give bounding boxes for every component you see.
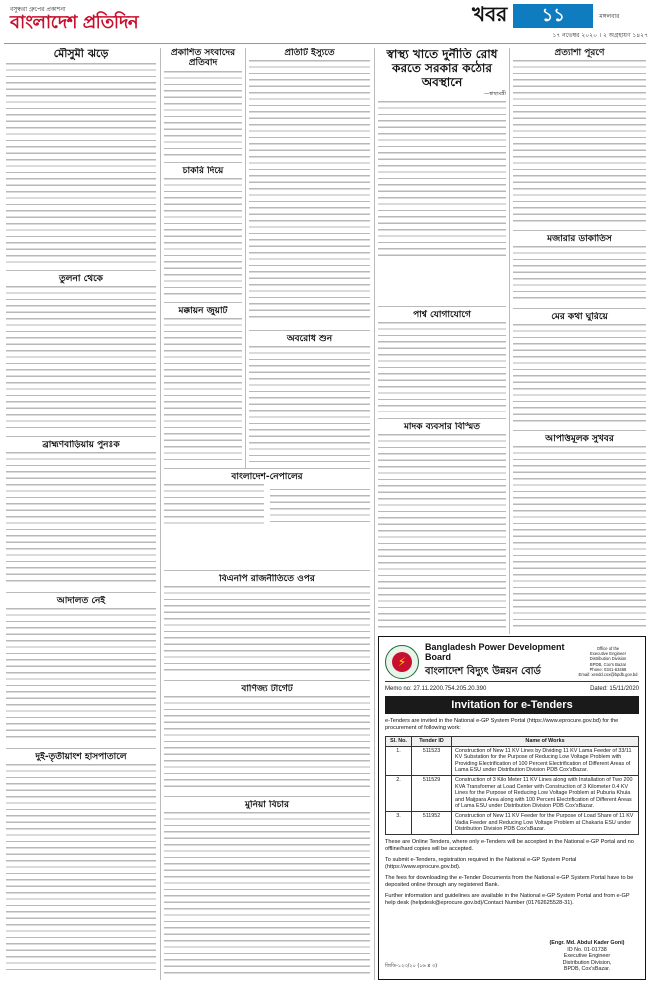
article-e4 [513, 434, 646, 632]
section-name: খবর [472, 1, 508, 26]
article-divider [164, 796, 370, 797]
cell-tender-id: 511523 [412, 746, 452, 775]
signature-block [537, 940, 637, 973]
signer-line: Executive Engineer [563, 953, 611, 960]
table-header-row [386, 737, 639, 747]
office-line: Office of the [596, 645, 620, 651]
brand-name: বাংলাদেশ প্রতিদিন [10, 12, 139, 33]
office-line: Email: xendd.cox@bpdb.gov.bd [578, 671, 638, 677]
headline: মের কথা ঘুরিয়ে [551, 312, 608, 322]
article-divider [6, 748, 156, 749]
lightning-icon: ⚡ [392, 652, 412, 672]
article-divider [164, 570, 370, 571]
office-line: BPDB, Cox's Bazar [589, 661, 627, 667]
article-a4 [6, 596, 156, 746]
headline: মাদক ব্যবসার বিস্মিত [403, 422, 481, 432]
headline: বাণিজ্য টার্গেট [241, 684, 293, 694]
cell-tender-id: 511529 [412, 775, 452, 811]
masthead-rule [4, 43, 646, 44]
signer-line: ID No. 01-01738 [567, 946, 607, 953]
article-divider [249, 330, 370, 331]
tender-note: Further information and guidelines are available in the National e-GP System Portal and from e-GP help desk (helpdesk@eprocure.gov.bd)/Contact Number (01762625528-31). [385, 892, 630, 906]
article-divider [164, 302, 242, 303]
table-row [386, 775, 639, 811]
tender-note: To submit e-Tenders, registration required in the National e-GP System Portal (https://www.eprocure.gov.bd). [385, 856, 577, 870]
article-divider [6, 592, 156, 593]
article-body [6, 764, 156, 974]
headline: প্রতিটি ইস্যুতে [284, 48, 335, 58]
memo-date: Dated: 15/11/2020 [590, 686, 639, 692]
signer-name: (Engr. Md. Abdul Kader Goni) [549, 940, 625, 947]
article-a3 [6, 440, 156, 590]
article-d1 [378, 48, 506, 268]
tender-advertisement [378, 636, 646, 980]
article-e3 [513, 312, 646, 428]
tender-table [385, 736, 639, 835]
tender-intro: e-Tenders are invited in the National e-GP System Portal (https://www.eprocure.gov.bd) for the procurement of following work: [385, 718, 619, 731]
memo-number: Memo no: 27.11.2200.754.205.20.390 [385, 686, 487, 692]
article-body [164, 71, 242, 157]
cell-sl: 3. [386, 811, 412, 834]
article-divider [164, 162, 242, 163]
dateline: ১৭ নভেম্বর ২০২০ । ২ অগ্রহায়ণ ১৪২৭ [552, 32, 648, 39]
memo-line [385, 686, 639, 692]
article-divider [513, 308, 646, 309]
office-address [577, 646, 639, 677]
brand-tagline: বসুন্ধরা গ্রুপের প্রকাশনা [10, 6, 66, 13]
signer-line: Distribution Division, [562, 959, 612, 966]
masthead [4, 2, 646, 42]
headline: মজারার ডাকাতিস [547, 234, 612, 244]
tender-banner: Invitation for e-Tenders [385, 696, 639, 714]
article-e2 [513, 234, 646, 306]
headline: দুই-তৃতীয়াংশ হাসপাতালে [35, 752, 127, 762]
office-line: Executive Engineer [589, 651, 627, 657]
article-b6 [164, 800, 370, 980]
article-body [513, 246, 646, 302]
article-divider [378, 306, 506, 307]
headline: মুনিয়া বিচার [245, 800, 289, 810]
article-c3 [164, 684, 370, 794]
article-body [6, 63, 156, 263]
article-divider [164, 468, 370, 469]
headline: পার্শ্ব যোগাযোগে [413, 310, 471, 320]
article-divider [164, 680, 370, 681]
cell-sl: 1. [386, 746, 412, 775]
headline: তুলনা থেকে [59, 274, 103, 284]
article-b2 [164, 166, 242, 300]
cell-sl: 2. [386, 775, 412, 811]
article-body [513, 324, 646, 424]
article-a1 [6, 48, 156, 268]
page-number: ১১ [513, 4, 593, 28]
headline: ব্রাহ্মণবাড়িয়ায় পুনঃক [42, 440, 120, 450]
column-divider [160, 48, 161, 980]
column-divider [509, 48, 510, 634]
article-e1 [513, 48, 646, 228]
article-body [164, 178, 242, 296]
headline: বিএনপি রাজনীতিতে ওপর [219, 574, 315, 584]
column-divider [374, 48, 375, 980]
article-b1 [164, 48, 242, 160]
office-line: Phone: 0341-63468 [589, 666, 627, 672]
article-divider [513, 430, 646, 431]
article-body [249, 60, 370, 322]
headline: আপত্তিমূলক সুখবর [545, 434, 614, 444]
article-divider [378, 418, 506, 419]
bpdb-logo-icon [385, 645, 419, 679]
org-name-bangla: বাংলাদেশ বিদ্যুৎ উন্নয়ন বোর্ড [425, 666, 541, 677]
cell-tender-id: 511952 [412, 811, 452, 834]
office-line: Distribution Division [589, 656, 627, 662]
article-body [249, 346, 370, 462]
article-b4 [164, 472, 370, 568]
article-c1 [249, 48, 370, 328]
article-c2 [249, 334, 370, 466]
article-body [513, 446, 646, 628]
article-body [6, 608, 156, 740]
article-body [164, 696, 370, 790]
article-body [378, 434, 506, 628]
tender-note: These are Online Tenders, where only e-Tenders will be accepted in the National e-GP Portal and no offline/hard copies will be accepted. [385, 838, 634, 852]
tender-note: The fees for downloading the e-Tender Documents from the National e-GP System Portal have to be deposited online through any registered Bank. [385, 874, 634, 888]
section-block [472, 1, 648, 28]
article-body [164, 318, 242, 462]
headline: চাকরি দিয়ে [182, 166, 224, 176]
headline: প্রত্যাশা পূরণে [554, 48, 605, 58]
headline: মক্কায়ন জুয়ার্ট [178, 306, 228, 316]
byline: —স্বাস্থ্যমন্ত্রী [484, 91, 506, 98]
article-divider [6, 436, 156, 437]
tender-header [385, 642, 639, 682]
org-name-english: Bangladesh Power Development Board [425, 642, 565, 662]
weekday: মঙ্গলবার [599, 12, 620, 20]
table-row [386, 811, 639, 834]
column-header: Name of Works [452, 737, 639, 747]
headline: মৌসুমী ঝড়ে [53, 48, 109, 60]
article-a2 [6, 274, 156, 434]
newspaper-logo [10, 8, 138, 39]
article-body [378, 322, 506, 412]
table-row [386, 746, 639, 775]
headline: অবরোধ শুন [286, 334, 333, 344]
headline: স্বাস্থ্য খাতে দুর্নীতি রোধ করতে সরকার কঠোর অবস্থানে [386, 48, 498, 89]
tender-org-titles [419, 642, 577, 681]
article-d3 [378, 422, 506, 632]
headline: আদালত নেই [56, 596, 106, 606]
article-d2 [378, 310, 506, 416]
article-divider [6, 270, 156, 271]
article-body [513, 60, 646, 224]
article-a5 [6, 752, 156, 980]
article-divider [513, 230, 646, 231]
article-b3 [164, 306, 242, 466]
article-body [164, 586, 370, 674]
column-header: Sl. No. [386, 737, 412, 747]
article-body [6, 286, 156, 428]
cell-work-name: Construction of 3 Kilo Meter 11 KV Lines along with Installation of Two 200 KVA Transformer at Load Center with Construction of 3 Kilometer 0.4 KV Lines for the Purpose of Reducing Low Voltage Problem at Puburia Khuia and Maijpara Area along with 100 Percent Electrification of Different Areas of Lama ESU under Distribution Division PDB Cox'sBazar. [452, 775, 639, 811]
column-header: Tender ID [412, 737, 452, 747]
article-body [378, 101, 506, 261]
headline: প্রকাশিত সংবাদের প্রতিবাদ [170, 48, 236, 69]
article-b5 [164, 574, 370, 678]
article-body [6, 452, 156, 584]
headline: বাংলাদেশ-নেপালের [231, 472, 303, 482]
signer-line: BPDB, Cox'sBazar. [563, 966, 611, 973]
cell-work-name: Construction of New 11 KV Feeder for the Purpose of Load Share of 11 KV Vadia Feeder and Reducing Low Voltage Problem at Chakaria ESU under Distribution Division PDB Cox'sBazar. [452, 811, 639, 834]
column-divider [245, 48, 246, 468]
ad-reference: জিডি-১২৩/২০ (১৬ x ৩) [385, 963, 438, 969]
article-body [164, 812, 370, 976]
cell-work-name: Construction of New 11 KV Lines by Dividing 11 KV Lama Feeder of 33/11 KV Substation for the Purpose of Reducing Low Voltage Problem with Providing Electrification of 100 Percent Electrification of Different Areas of Lama ESU under Distribution Division PDB Cox'sBazar. [452, 746, 639, 775]
article-body [164, 484, 370, 564]
